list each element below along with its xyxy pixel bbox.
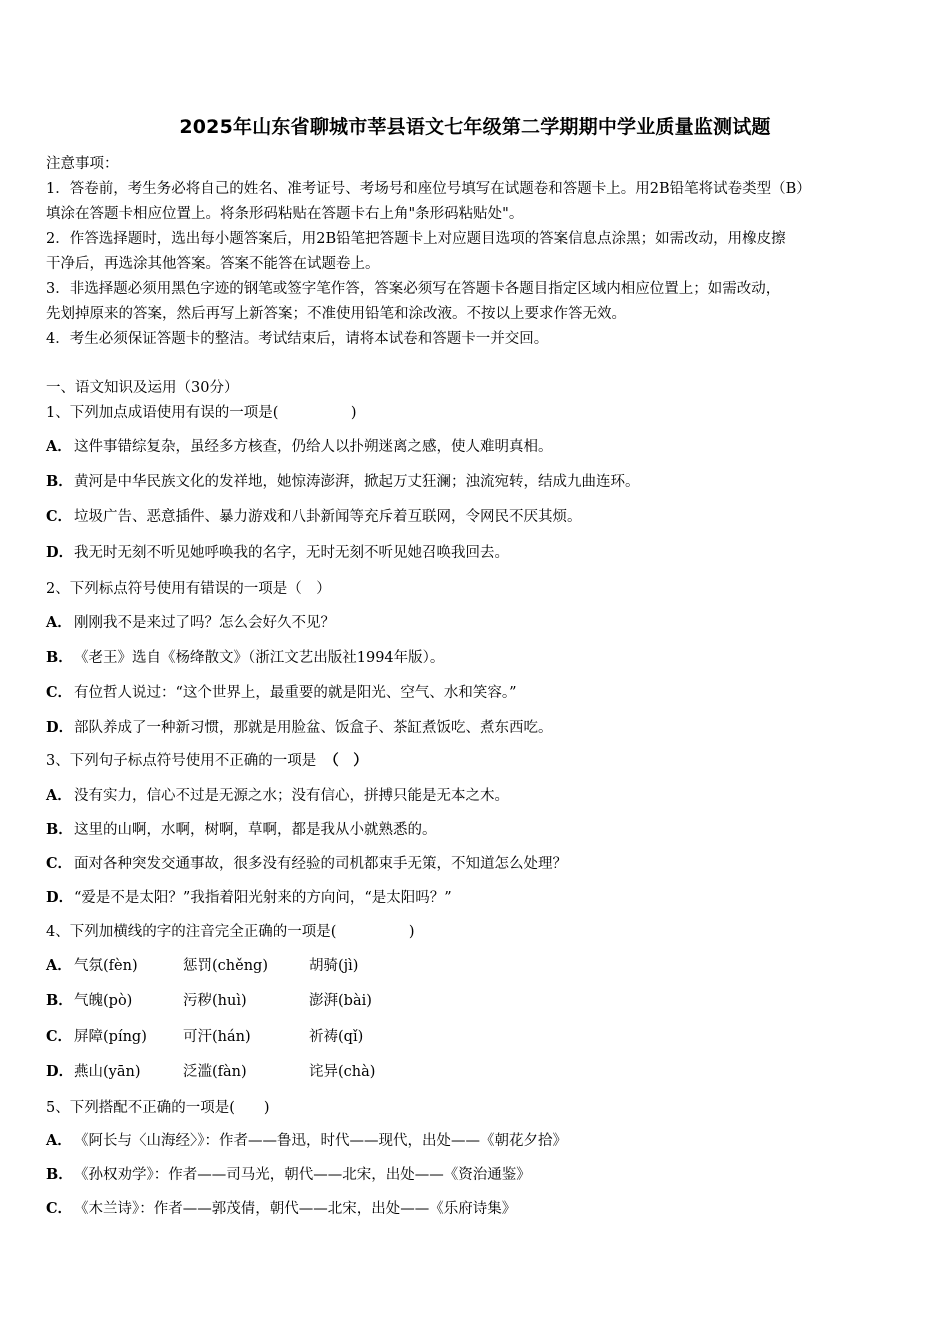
notice-line: 2．作答选择题时，选出每小题答案后，用2B铅笔把答题卡上对应题目选项的答案信息点涂黑；如需改动，用橡皮擦 xyxy=(46,231,786,247)
stem-text: 3、下列句子标点符号使用不正确的一项是 xyxy=(46,753,317,769)
pinyin-item: 诧异(chà) xyxy=(309,1064,376,1080)
option-text: 面对各种突发交通事故，很多没有经验的司机都束手无策，不知道怎么处理？ xyxy=(74,856,567,872)
page-title: 2025年山东省聊城市莘县语文七年级第二学期期中学业质量监测试题 xyxy=(179,116,771,138)
question-5-stem: 5、下列搭配不正确的一项是( ) xyxy=(46,1100,270,1116)
option-label: A． xyxy=(46,614,72,631)
pinyin-item: 胡骑(jì) xyxy=(309,958,359,974)
pinyin-item: 燕山(yān) xyxy=(74,1064,141,1080)
notice-line: 3．非选择题必须用黑色字迹的钢笔或签字笔作答，答案必须写在答题卡各题目指定区域内相应位置上；如需改动， xyxy=(46,281,781,297)
option-label: D． xyxy=(46,544,74,561)
option-text: 《老王》选自《杨绛散文》（浙江文艺出版社1994年版）。 xyxy=(74,650,445,666)
notice-line: 先划掉原来的答案，然后再写上新答案；不准使用铅笔和涂改液。不按以上要求作答无效。 xyxy=(46,306,626,322)
pinyin-item: 澎湃(bài) xyxy=(309,993,372,1009)
option-label: B． xyxy=(46,821,73,838)
pinyin-item: 气氛(fèn) xyxy=(74,958,138,974)
option-text: 《木兰诗》：作者——郭茂倩，朝代——北宋，出处——《乐府诗集》 xyxy=(74,1201,517,1217)
option-text: 部队养成了一种新习惯，那就是用脸盆、饭盒子、茶缸煮饭吃、煮东西吃。 xyxy=(74,720,553,736)
pinyin-item: 祈祷(qǐ) xyxy=(309,1029,364,1045)
option-text: 这里的山啊，水啊，树啊，草啊，都是我从小就熟悉的。 xyxy=(74,822,437,838)
option-text: 《孙权劝学》：作者——司马光，朝代——北宋，出处——《资治通鉴》 xyxy=(74,1167,531,1183)
question-4-stem: 4、下列加横线的字的注音完全正确的一项是( ) xyxy=(46,924,415,940)
question-4-option-a: A． xyxy=(46,957,72,974)
question-1-stem: 1、下列加点成语使用有误的一项是( ) xyxy=(46,405,357,421)
question-3-option-b xyxy=(46,818,437,839)
section-heading: 一、语文知识及运用（30分） xyxy=(46,380,239,396)
question-1-option-a xyxy=(46,435,553,456)
question-1-option-d xyxy=(46,541,509,562)
option-label: B． xyxy=(46,1166,73,1183)
option-label: C． xyxy=(46,855,73,872)
pinyin-item: 惩罚(chěng) xyxy=(183,958,268,974)
question-3-option-d xyxy=(46,886,452,907)
question-1-option-c xyxy=(46,505,582,526)
option-label: B． xyxy=(46,649,73,666)
notice-line: 1．答卷前，考生务必将自己的姓名、准考证号、考场号和座位号填写在试题卷和答题卡上。用2B铅笔将试卷类型（B） xyxy=(46,181,811,197)
pinyin-item: 污秽(huì) xyxy=(183,993,247,1009)
option-text: 这件事错综复杂，虽经多方核查，仍给人以扑朔迷离之感，使人难明真相。 xyxy=(74,439,553,455)
question-5-option-b xyxy=(46,1163,531,1184)
option-label: D． xyxy=(46,719,74,736)
option-text: 我无时无刻不听见她呼唤我的名字，无时无刻不听见她召唤我回去。 xyxy=(74,545,509,561)
question-2-option-a xyxy=(46,611,335,632)
option-text: 有位哲人说过：“这个世界上，最重要的就是阳光、空气、水和笑容。” xyxy=(74,685,517,701)
option-text: 《阿长与〈山海经〉》：作者——鲁迅，时代——现代，出处——《朝花夕拾》 xyxy=(74,1133,567,1149)
notice-line: 填涂在答题卡相应位置上。将条形码粘贴在答题卡右上角"条形码粘贴处"。 xyxy=(46,206,524,222)
option-label: B． xyxy=(46,473,73,490)
question-5-option-c xyxy=(46,1197,516,1218)
pinyin-item: 可汗(hán) xyxy=(183,1029,251,1045)
question-3-option-a xyxy=(46,784,509,805)
question-3-stem xyxy=(46,749,368,770)
notice-heading: 注意事项： xyxy=(46,156,119,172)
option-text: “爱是不是太阳？”我指着阳光射来的方向问，“是太阳吗？” xyxy=(74,890,452,906)
option-text: 黄河是中华民族文化的发祥地，她惊涛澎湃，掀起万丈狂澜；浊流宛转，结成九曲连环。 xyxy=(74,474,640,490)
answer-paren: （ ） xyxy=(324,752,368,769)
option-text: 垃圾广告、恶意插件、暴力游戏和八卦新闻等充斥着互联网，令网民不厌其烦。 xyxy=(74,509,582,525)
pinyin-item: 泛滥(fàn) xyxy=(183,1064,247,1080)
option-label: A． xyxy=(46,1132,72,1149)
question-4-option-c: C． xyxy=(46,1028,73,1045)
question-5-option-a xyxy=(46,1129,567,1150)
option-label: A． xyxy=(46,438,72,455)
question-2-stem: 2、下列标点符号使用有错误的一项是（ ） xyxy=(46,581,331,597)
pinyin-item: 屏障(píng) xyxy=(74,1029,147,1045)
option-text: 刚刚我不是来过了吗？怎么会好久不见？ xyxy=(74,615,335,631)
option-label: C． xyxy=(46,508,73,525)
option-label: A． xyxy=(46,787,72,804)
question-4-option-b: B． xyxy=(46,992,73,1009)
question-3-option-c xyxy=(46,852,567,873)
question-2-option-b xyxy=(46,646,444,667)
pinyin-item: 气魄(pò) xyxy=(74,993,133,1009)
option-label: D． xyxy=(46,889,74,906)
question-4-option-d: D． xyxy=(46,1063,74,1080)
question-1-option-b xyxy=(46,470,640,491)
notice-line: 干净后，再选涂其他答案。答案不能答在试题卷上。 xyxy=(46,256,380,272)
option-label: C． xyxy=(46,684,73,701)
question-2-option-c xyxy=(46,681,517,702)
notice-line: 4．考生必须保证答题卡的整洁。考试结束后，请将本试卷和答题卡一并交回。 xyxy=(46,331,549,347)
option-label: C． xyxy=(46,1200,73,1217)
option-text: 没有实力，信心不过是无源之水；没有信心，拼搏只能是无本之木。 xyxy=(74,788,509,804)
question-2-option-d xyxy=(46,716,553,737)
